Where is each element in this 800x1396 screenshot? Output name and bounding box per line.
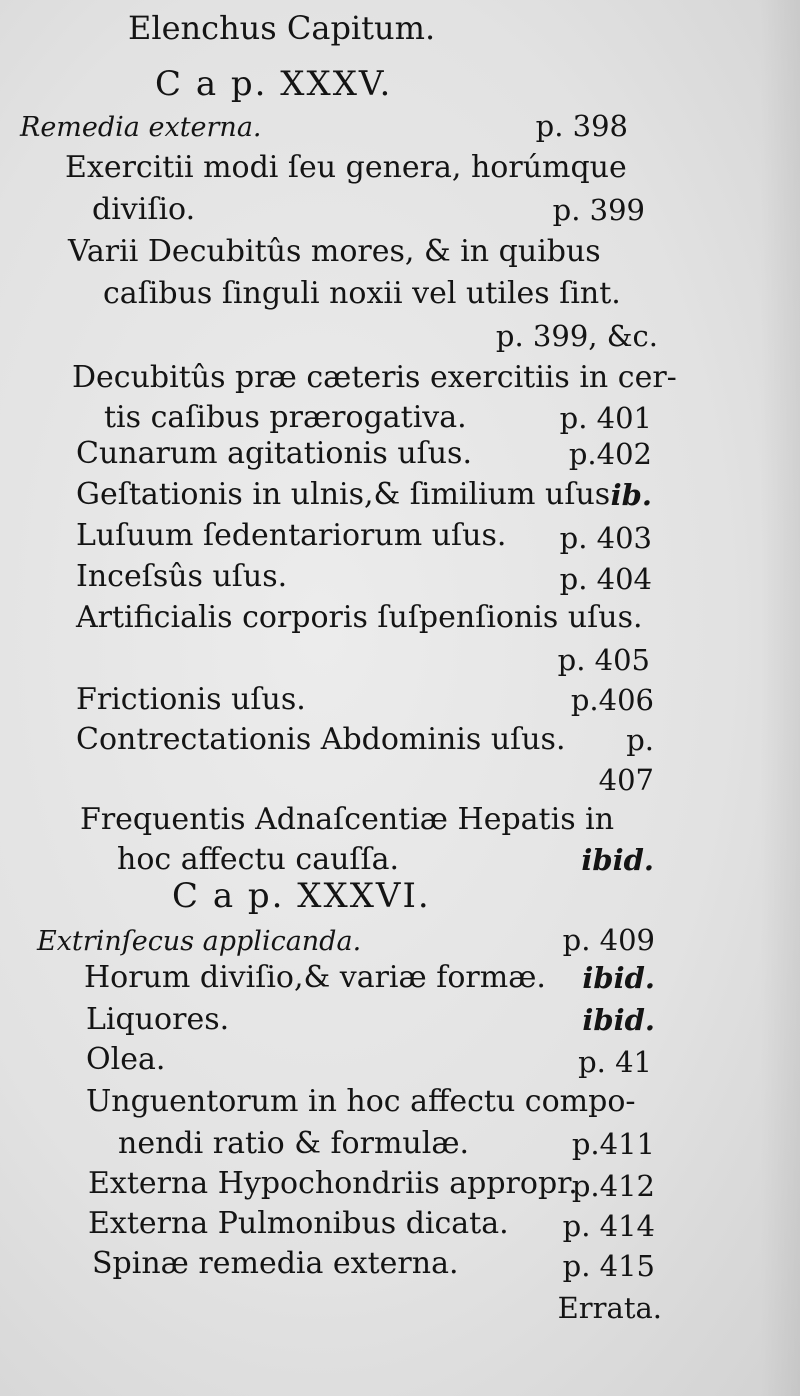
entry-page-cont: 407 [598,763,654,797]
entry-page: p. 414 [562,1209,655,1243]
entry-page: p. 401 [559,401,652,435]
entry-page: ibid. [582,961,655,995]
entry-text: Varii Decubitûs mores, & in quibus [68,234,601,269]
entry-text: Spinæ remedia externa. [92,1246,459,1281]
entry-page: ibid. [582,1003,655,1037]
entry-page: p. 404 [559,562,652,596]
entry-text-cont: tis caſibus prærogativa. [104,400,467,435]
entry-text: Frictionis uſus. [76,682,306,717]
entry-text: Olea. [86,1042,166,1077]
entry-text: Externa Hypochondriis appropr. [88,1166,578,1201]
section-page-36: p. 409 [562,923,655,957]
entry-page: p. 399 [552,193,645,227]
entry-text-cont: diviſio. [92,192,196,227]
entry-text: Horum diviſio,& variæ formæ. [84,960,546,995]
entry-page: p.406 [570,683,654,717]
entry-text: Unguentorum in hoc affectu compo- [86,1084,636,1119]
entry-page: p. 415 [562,1249,655,1283]
errata-label: Errata. [557,1291,662,1325]
entry-text: Exercitii modi ſeu genera, horúmque [65,150,627,185]
entry-text: Artificialis corporis ſuſpenſionis uſus. [76,600,643,635]
chapter-title-35: C a p. XXXV. [155,64,393,104]
entry-text: Externa Pulmonibus dicata. [88,1206,509,1241]
entry-text-cont: hoc affectu cauſſa. [117,842,400,877]
running-header: Elenchus Capitum. [128,9,436,47]
entry-page: p. 399, &c. [495,319,658,353]
entry-text-cont: nendi ratio & formulæ. [118,1126,470,1161]
entry-text-cont: caſibus ſinguli noxii vel utiles ſint. [103,276,621,311]
entry-text: Geſtationis in ulnis,& ſimilium uſus. [76,477,620,512]
entry-page: ibid. [581,843,654,877]
chapter-title-36: C a p. XXXVI. [172,876,431,916]
entry-page: ib. [610,478,652,512]
section-heading-35: Remedia externa. [20,112,262,143]
entry-page: p. 403 [559,521,652,555]
entry-text: Luſuum ſedentariorum uſus. [76,518,507,553]
entry-page: p.402 [568,437,652,471]
entry-page: p.411 [571,1127,655,1161]
page-gutter-shade [760,0,800,1396]
entry-text: Liquores. [86,1002,230,1037]
entry-page: p.412 [571,1169,655,1203]
entry-page: p. 41 [578,1045,652,1079]
entry-text: Inceſsûs uſus. [76,559,288,594]
entry-text: Decubitûs præ cæteris exercitiis in cer- [72,360,677,395]
entry-text: Frequentis Adnaſcentiæ Hepatis in [80,802,615,837]
section-page-35: p. 398 [535,109,628,143]
entry-text: Cunarum agitationis uſus. [76,436,472,471]
entry-page: p. 405 [557,643,650,677]
section-heading-36: Extrinſecus applicanda. [37,926,362,957]
entry-text: Contrectationis Abdominis uſus. [76,722,566,757]
entry-page: p. [626,723,654,757]
